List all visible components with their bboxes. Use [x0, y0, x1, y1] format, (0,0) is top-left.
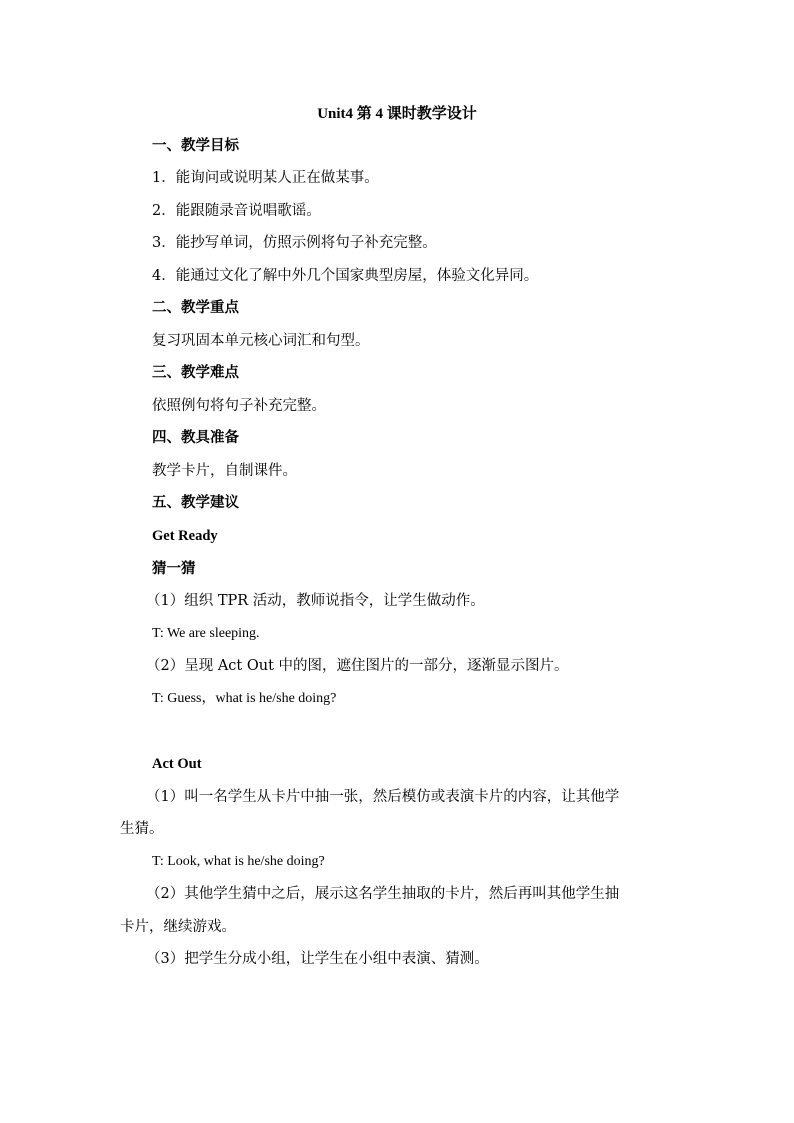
- section-materials-heading: 四、教具准备: [152, 429, 239, 446]
- guess-subheading: 猜一猜: [152, 560, 196, 577]
- section-difficulties-heading: 三、教学难点: [152, 364, 239, 381]
- keypoints-text: 复习巩固本单元核心词汇和句型。: [152, 333, 370, 349]
- objective-item: 1．能询问或说明某人正在做某事。: [152, 170, 379, 186]
- act-out-step-3: （3）把学生分成小组，让学生在小组中表演、猜测。: [146, 951, 489, 967]
- act-out-step-2: （2）其他学生猜中之后，展示这名学生抽取的卡片，然后再叫其他学生抽: [146, 886, 620, 902]
- teacher-line: T: Guess，what is he/she doing?: [152, 691, 337, 706]
- teacher-line: T: Look, what is he/she doing?: [152, 854, 325, 869]
- act-out-step-1-cont: 生猜。: [120, 821, 164, 837]
- get-ready-heading: Get Ready: [152, 528, 218, 544]
- section-objectives-heading: 一、教学目标: [152, 137, 239, 154]
- get-ready-step-1: （1）组织 TPR 活动，教师说指令，让学生做动作。: [146, 593, 485, 609]
- get-ready-step-2: （2）呈现 Act Out 中的图，遮住图片的一部分，逐渐显示图片。: [146, 658, 569, 674]
- section-suggestions-heading: 五、教学建议: [152, 494, 239, 511]
- objective-item: 2．能跟随录音说唱歌谣。: [152, 203, 321, 219]
- act-out-step-2-cont: 卡片，继续游戏。: [120, 919, 236, 935]
- objective-item: 4．能通过文化了解中外几个国家典型房屋，体验文化异同。: [152, 268, 539, 284]
- document-title: Unit4 第 4 课时教学设计: [317, 106, 477, 122]
- section-keypoints-heading: 二、教学重点: [152, 299, 239, 316]
- teacher-line: T: We are sleeping.: [152, 626, 260, 641]
- objective-item: 3．能抄写单词，仿照示例将句子补充完整。: [152, 235, 437, 251]
- act-out-heading: Act Out: [152, 756, 202, 772]
- act-out-step-1: （1）叫一名学生从卡片中抽一张，然后模仿或表演卡片的内容，让其他学: [146, 789, 620, 805]
- difficulties-text: 依照例句将句子补充完整。: [152, 398, 326, 414]
- materials-text: 教学卡片，自制课件。: [152, 463, 297, 479]
